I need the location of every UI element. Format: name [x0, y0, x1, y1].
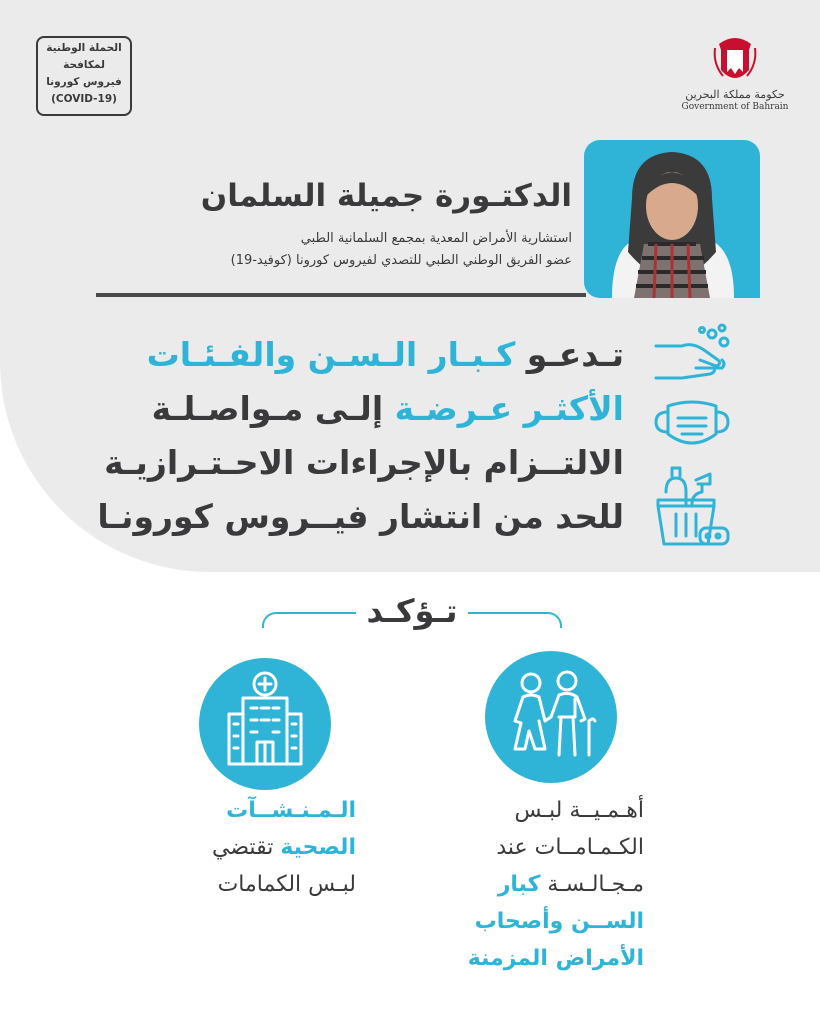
doctor-title	[231, 228, 572, 272]
headline-line	[84, 328, 624, 382]
facilities-line	[212, 829, 356, 866]
campaign-line: فيروس كورونا	[46, 76, 122, 88]
elderly-highlight: الســن وأصحاب	[474, 909, 644, 934]
facilities-text-part: تقتضي	[212, 835, 281, 860]
side-icons	[652, 320, 734, 560]
facilities-line	[212, 792, 356, 829]
bahrain-emblem-icon	[713, 30, 757, 86]
logo-arabic-text: حكومة مملكة البحرين	[685, 88, 785, 101]
campaign-badge	[36, 36, 132, 116]
divider-line	[96, 293, 586, 297]
elderly-circle	[485, 651, 617, 783]
campaign-line: (COVID-19)	[51, 93, 117, 105]
facilities-highlight: الـمـنـشــآت	[226, 798, 356, 823]
headline-text: تـدعـو	[515, 335, 624, 374]
government-logo	[680, 30, 790, 126]
doctor-name: الدكتـورة جميلة السلمان	[200, 178, 572, 214]
headline-line: للحد من انتشار فيــروس كورونـا	[97, 497, 624, 536]
elderly-line	[468, 866, 644, 903]
facilities-line: لبـس الكمامات	[217, 872, 356, 897]
logo-english-text: Government of Bahrain	[681, 102, 789, 112]
hand-washing-icon	[652, 320, 732, 384]
headline-line	[84, 382, 624, 436]
hospital-building-icon	[199, 658, 331, 790]
elderly-couple-icon	[485, 651, 617, 783]
elderly-text-part: مـجـالـسـة	[540, 872, 644, 897]
elderly-text	[468, 792, 644, 977]
doctor-title-line: استشارية الأمراض المعدية بمجمع السلمانية الطبي	[300, 231, 572, 246]
elderly-line: أهـمـيــة لبـس	[514, 798, 644, 823]
headline-text: إلـى مـواصـلـة	[151, 389, 384, 428]
elderly-highlight: كبار	[497, 872, 541, 897]
campaign-line: الحملة الوطنية	[46, 42, 122, 54]
face-mask-icon	[652, 396, 732, 454]
headline	[84, 328, 624, 544]
campaign-line: لمكافحة	[63, 59, 105, 71]
headline-line: الالتــزام بالإجراءات الاحـتـرازيـة	[104, 443, 624, 482]
elderly-highlight: الأمراض المزمنة	[467, 946, 644, 971]
facilities-text	[212, 792, 356, 903]
headline-highlight: كـبـار الـسـن والفـئـات	[146, 335, 516, 374]
headline-highlight: الأكثـر عـرضـة	[383, 389, 624, 428]
doctor-title-line: عضو الفريق الوطني الطبي للتصدي لفيروس كورونا (كوفيد-19)	[230, 253, 572, 268]
cleaning-supplies-icon	[652, 466, 732, 548]
facilities-circle	[199, 658, 331, 790]
facilities-highlight: الصحية	[280, 835, 356, 860]
emphasis-word: تـؤكـد	[366, 592, 458, 630]
doctor-portrait	[584, 140, 760, 298]
elderly-line: الكـمـامــات عند	[496, 835, 644, 860]
emphasis-header	[262, 592, 562, 636]
